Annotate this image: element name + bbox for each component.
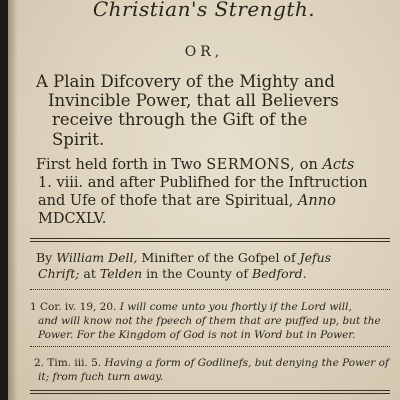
county-text: in the County of (142, 266, 252, 281)
by-word: By (36, 250, 57, 265)
or-separator: OR, (184, 44, 224, 60)
jesus-word: Jefus (299, 250, 332, 265)
quote1-line-2: and will know not the fpeech of them that are puffed up, but the (38, 315, 381, 327)
sermon-text-a: First held forth in Two (36, 157, 207, 173)
anno-word: Anno (297, 193, 336, 209)
sermon-year: MDCXLV. (38, 211, 107, 227)
quote1-text-a: I will come unto you fhortly if the Lord will, (119, 301, 352, 313)
dotted-rule-2 (30, 346, 390, 347)
sermon-use-text: and Ufe of thofe that are Spiritual, (38, 193, 298, 209)
christ-word: Chrift; (38, 266, 80, 281)
quote2-ref: 2. Tim. iii. 5. (34, 357, 105, 369)
subtitle-line-3: receive through the Gift of the (52, 110, 308, 129)
sermon-line-1 (36, 157, 354, 173)
double-rule-1 (30, 238, 390, 239)
quote1-line-1 (30, 301, 352, 313)
book-title: Christian's Strength. (92, 0, 316, 21)
author-name: William Dell, (56, 250, 138, 265)
bedford-word: Bedford. (251, 266, 307, 281)
quote2-text-a: Having a form of Godlinefs, but denying the Power of (104, 357, 389, 369)
subtitle-line-1: A Plain Difcovery of the Mighty and (36, 72, 335, 91)
subtitle-line-4: Spirit. (52, 130, 105, 149)
quote2-line-2: it; from fuch turn away. (38, 371, 164, 383)
quote1-line-3: Power. For the Kingdom of God is not in Word but in Power. (38, 329, 356, 341)
at-word: at (79, 266, 100, 281)
byline-line-2 (38, 266, 307, 281)
subtitle-line-2: Invincible Power, that all Believers (48, 91, 339, 110)
dotted-rule-1 (30, 289, 390, 290)
acts-word: Acts (322, 157, 355, 173)
sermon-line-2: 1. viii. and after Publifhed for the Inftruction (38, 175, 368, 191)
byline-line-1 (36, 250, 331, 265)
telden-word: Telden (99, 266, 143, 281)
sermon-on: on (295, 157, 323, 173)
sermon-line-3 (38, 193, 336, 209)
quote2-line-1 (34, 357, 389, 369)
sermons-word: SERMONS, (206, 157, 296, 173)
quote1-ref: 1 Cor. iv. 19, 20. (30, 301, 120, 313)
title-page (8, 0, 400, 400)
byline-mid: Minifter of the Gofpel of (137, 250, 300, 265)
double-rule-2 (30, 390, 390, 391)
